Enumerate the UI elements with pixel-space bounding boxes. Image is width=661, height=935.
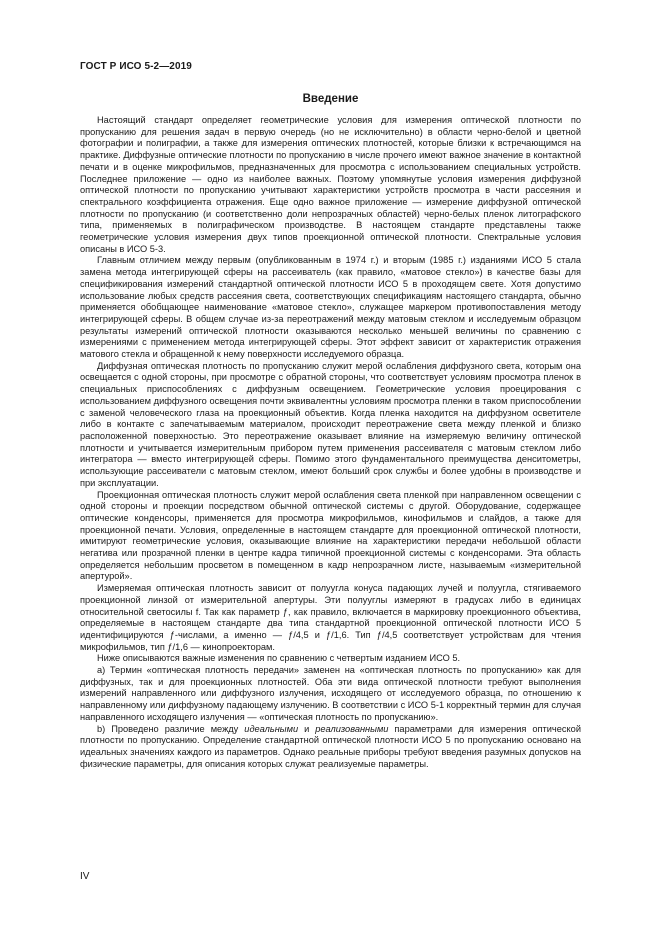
- paragraph-editions-difference: Главным отличием между первым (опубликованным в 1974 г.) и вторым (1985 г.) изданиями ИСО 5 стала замена метода интегрирующей сферы на рассеиватель (как правило, «матовое стекло») в качестве базы для спецификирования измерений стандартной оптической плотности ИСО 5 в проходящем свете. Хотя допустимо использование любых средств рассеяния света, соответствующих спецификациям настоящего стандарта, обычно применяется обобщающее наименование «матовое стекло», служащее маркером противопоставления методу интегрирующей сферы. В общем случае из-за переотражений между матовым стеклом и исследуемым образцом результаты измерений оптической плотности оказываются несколько меньшей величины по сравнению с измерениями с применением метода интегрирующей сферы. Этот эффект зависит от характеристик отражения матового стекла и обращенной к нему поверхности исследуемого образца.: [80, 255, 581, 360]
- paragraph-diffuse-density: Диффузная оптическая плотность по пропусканию служит мерой ослабления диффузного света, которым она освещается с одной стороны, при просмотре с обратной стороны, что соответствует условиям просмотра пленок в специальных приспособлениях с диффузным освещением. Геометрические условия проецирования с использованием диффузного освещения почти эквивалентны условиям просмотра пленки в таком приспособлении с заменой человеческого глаза на проекционный объектив. Когда пленка находится на диффузном осветителе либо в контакте с запечатываемым материалом, происходит переотражение света между пленкой и близко расположенной поверхностью. Это переотражение оказывает влияние на измеряемую величину оптической плотности и учитывается измерительным прибором путем применения рассеивателя с матовым стеклом либо интегратора — вместо интегрирующей сферы. Помимо этого фундаментального преимущества денситометры, использующие рассеиватели с матовым стеклом, имеют больший срок службы и более удобны в производстве и при эксплуатации.: [80, 360, 581, 488]
- paragraph-changes-intro: Ниже описываются важные изменения по сравнению с четвертым изданием ИСО 5.: [97, 653, 461, 664]
- page-number: IV: [80, 871, 90, 882]
- paragraph-measured-density: Измеряемая оптическая плотность зависит от полуугла конуса падающих лучей и полуугла, стягиваемого проекционной линзой от измерительной апертуры. Эти полууглы измеряют в градусах либо в единицах относительной светосилы f. Так как параметр ƒ, как правило, включается в маркировку проекционного объектива, определяемые в настоящем стандарте два типа стандартной проекционной оптической плотности ИСО 5 идентифицируются ƒ-числами, а именно — ƒ/4,5 и ƒ/1,6. Тип ƒ/4,5 соответствует устройствам для чтения микрофильмов, тип ƒ/1,6 — кинопроекторам.: [80, 583, 581, 652]
- paragraph-change-a: a) Термин «оптическая плотность передачи» заменен на «оптическая плотность по пропусканию» как для диффузных, так и для проекционных плотностей. Оба эти вида оптической плотности требуют выполнения измерений направленного или диффузного излучения, исходящего от исследуемого образца, по отношению к направленному или диффузному падающему излучению. В соответствии с ИСО 5-1 корректный термин для случая направленного исходящего излучения — «оптическая плотность по пропусканию».: [80, 665, 581, 722]
- document-body: [80, 115, 581, 770]
- section-title: Введение: [302, 93, 359, 105]
- change-b-text-start: b) Проведено различие между: [97, 723, 245, 734]
- change-b-ideal-term: идеальными: [244, 723, 299, 734]
- paragraph-scope: Настоящий стандарт определяет геометрические условия для измерения оптической плотности по пропусканию для решения задач в первую очередь (но не исключительно) в области черно-белой и цветной фотографии и полиграфии, а также для измерения оптических плотностей, которые близки к встречающимся на практике. Диффузные оптические плотности по пропусканию в числе прочего имеют важное значение в контактной печати и в оценке микрофильмов, предназначенных для просмотра с использованием специальных устройств. Последнее приложение — одно из наиболее важных. Поэтому упомянутые условия измерения диффузной оптической плотности по пропусканию учитывают характеристики устройств просмотра в части рассеяния и спектрального коэффициента отражения. Еще одно важное приложение — измерение диффузной оптической плотности по пропусканию (и соответственно доли непрозрачных областей) черно-белых пленок литографского типа, применяемых в полиграфическом производстве. В настоящем стандарте представлены также геометрические условия измерения двух типов проекционной оптической плотности. Спектральные условия описаны в ИСО 5-3.: [80, 115, 581, 254]
- change-b-text-end: параметрами для измерения оптической плотности по пропусканию. Определение стандартной оптической плотности ИСО 5 по пропусканию основано на идеальных значениях каждого из параметров. Однако реальные приборы требуют введения разумных допусков на физические параметры, для описания которых служат реализуемые параметры.: [80, 723, 581, 769]
- standard-header: ГОСТ Р ИСО 5-2—2019: [80, 61, 192, 72]
- change-b-realized-term: реализованными: [315, 723, 389, 734]
- change-b-text-mid: и: [298, 723, 316, 734]
- paragraph-change-b: [80, 724, 581, 771]
- paragraph-projection-density: Проекционная оптическая плотность служит мерой ослабления света пленкой при направленном освещении с одной стороны и проекции посредством обычной оптической системы с другой. Оборудование, содержащее оптические конденсоры, применяется для просмотра микрофильмов, кинофильмов и слайдов, а также для проекционной печати. Условия, определенные в настоящем стандарте для проекционной оптической плотности, имитируют геометрические условия, оказывающие влияние на характеристики передачи небольшой области негатива или прозрачной пленки в центре кадра типичной проекционной системы с конденсорами. Эта область определяется небольшим просветом в помещенном в кадр непрозрачном листе, называемым «измерительной апертурой».: [80, 489, 581, 582]
